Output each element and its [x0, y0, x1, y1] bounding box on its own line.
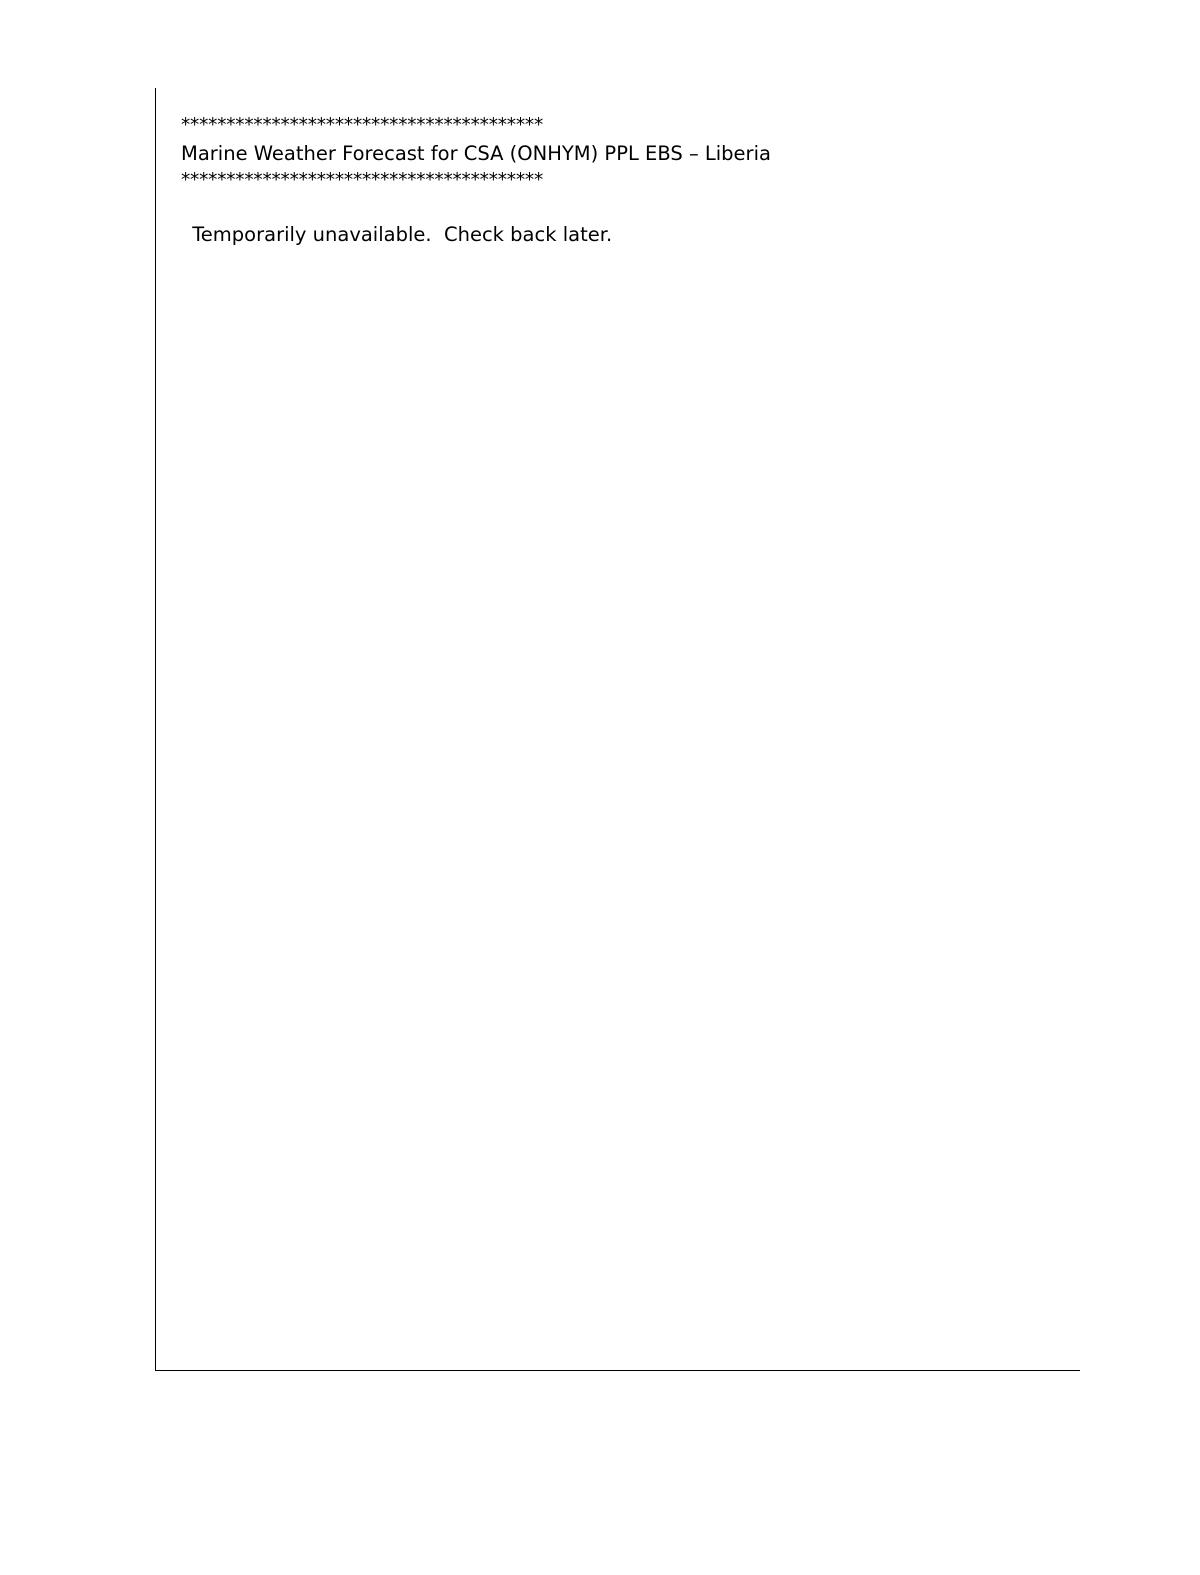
divider-bottom: ****************************************: [181, 170, 544, 191]
content-frame: [155, 88, 1080, 1371]
forecast-title: Marine Weather Forecast for CSA (ONHYM) PPL EBS – Liberia: [181, 142, 771, 165]
availability-message: Temporarily unavailable. Check back later.: [186, 223, 613, 246]
vertical-spacer: [181, 193, 1051, 221]
forecast-text-block: [181, 114, 1051, 249]
divider-top: ****************************************: [181, 115, 544, 136]
